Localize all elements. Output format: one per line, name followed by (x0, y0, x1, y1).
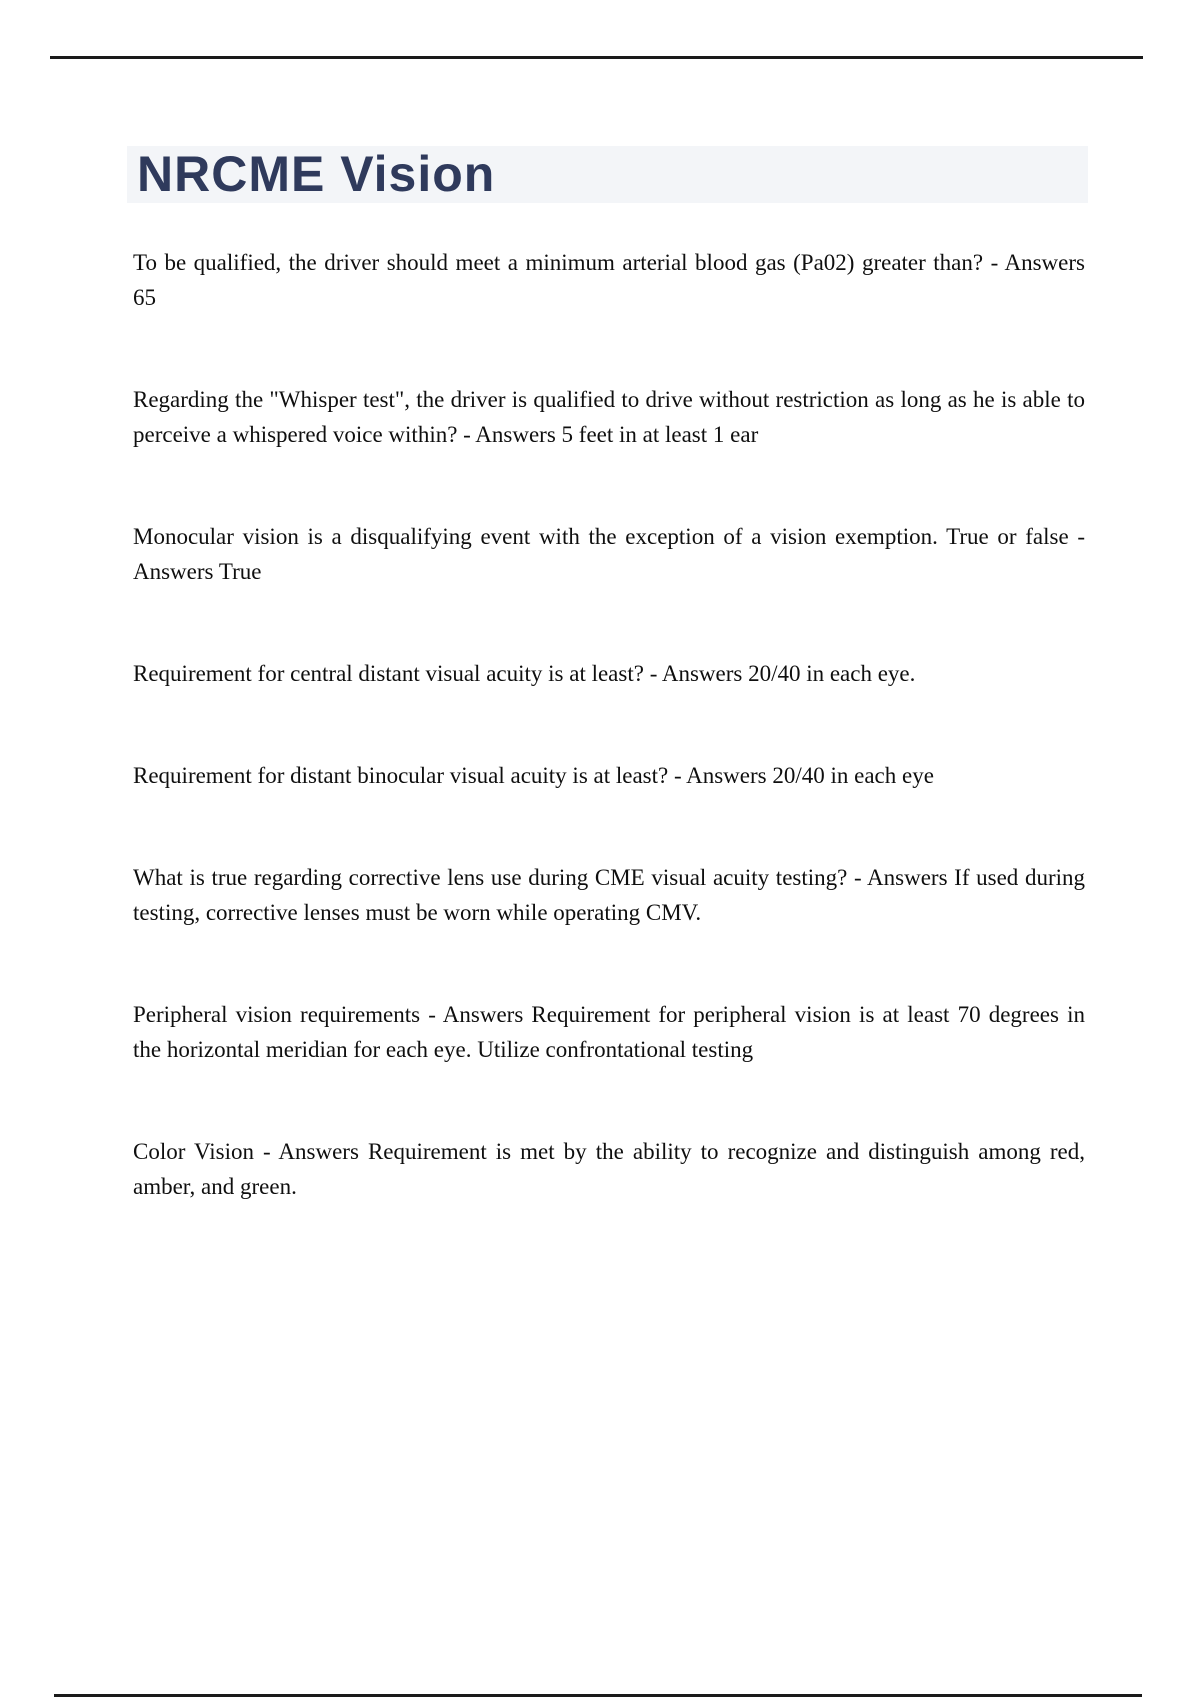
qa-paragraph: Color Vision - Answers Requirement is met by the ability to recognize and distinguish among red, amber, and green. (133, 1139, 1085, 1199)
qa-paragraph: To be qualified, the driver should meet a minimum arterial blood gas (Pa02) greater than? - Answers 65 (133, 250, 1085, 310)
qa-paragraph: Regarding the "Whisper test", the driver is qualified to drive without restriction as long as he is able to perceive a whispered voice within? - Answers 5 feet in at least 1 ear (133, 387, 1085, 447)
qa-paragraph: Requirement for central distant visual acuity is at least? - Answers 20/40 in each eye. (133, 661, 916, 686)
document-content (127, 146, 1088, 1204)
page-title: NRCME Vision (127, 146, 1088, 203)
qa-list (127, 245, 1085, 1204)
qa-paragraph: What is true regarding corrective lens use during CME visual acuity testing? - Answers If used during testing, corrective lenses must be worn while operating CMV. (133, 865, 1085, 925)
qa-paragraph: Monocular vision is a disqualifying event with the exception of a vision exemption. True or false - Answers True (133, 524, 1085, 584)
qa-paragraph: Requirement for distant binocular visual acuity is at least? - Answers 20/40 in each eye (133, 763, 934, 788)
bottom-rule (54, 1694, 1142, 1697)
top-rule (50, 56, 1143, 59)
qa-paragraph: Peripheral vision requirements - Answers Requirement for peripheral vision is at least 70 degrees in the horizontal meridian for each eye. Utilize confrontational testing (133, 1002, 1085, 1062)
